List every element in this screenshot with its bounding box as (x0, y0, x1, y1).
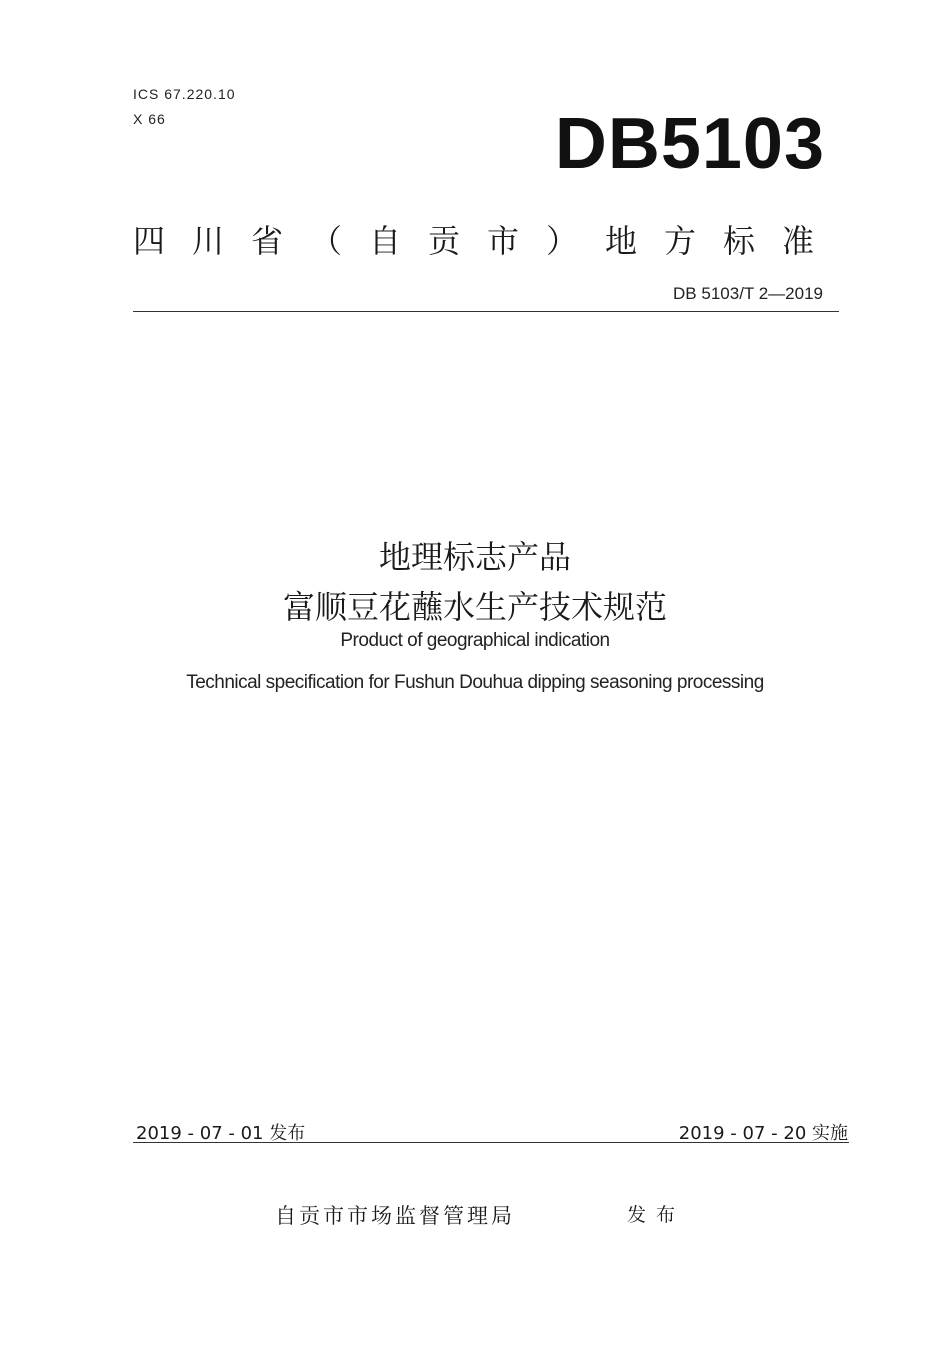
top-divider (133, 311, 839, 312)
standard-code-logo: DB5103 (554, 104, 825, 184)
implementation-date: 2019 - 07 - 20 实施 (678, 1123, 848, 1144)
title-en-line1: Product of geographical indication (340, 630, 610, 651)
standard-number: DB 5103/T 2—2019 (673, 284, 823, 303)
title-cn-line1: 地理标志产品 (378, 538, 571, 576)
publisher-name: 自贡市市场监督管理局 (275, 1204, 515, 1228)
bottom-divider (133, 1142, 849, 1143)
title-en-line2: Technical specification for Fushun Douhua dipping seasoning processing (186, 672, 764, 693)
classification-code: X 66 (133, 111, 166, 127)
title-cn-line2: 富顺豆花蘸水生产技术规范 (282, 588, 667, 626)
region-standard-title: 四川省（自贡市）地方标准 (133, 222, 842, 260)
issue-date: 2019 - 07 - 01 发布 (136, 1123, 306, 1144)
publish-label: 发布 (627, 1204, 686, 1226)
ics-code: ICS 67.220.10 (133, 86, 236, 102)
